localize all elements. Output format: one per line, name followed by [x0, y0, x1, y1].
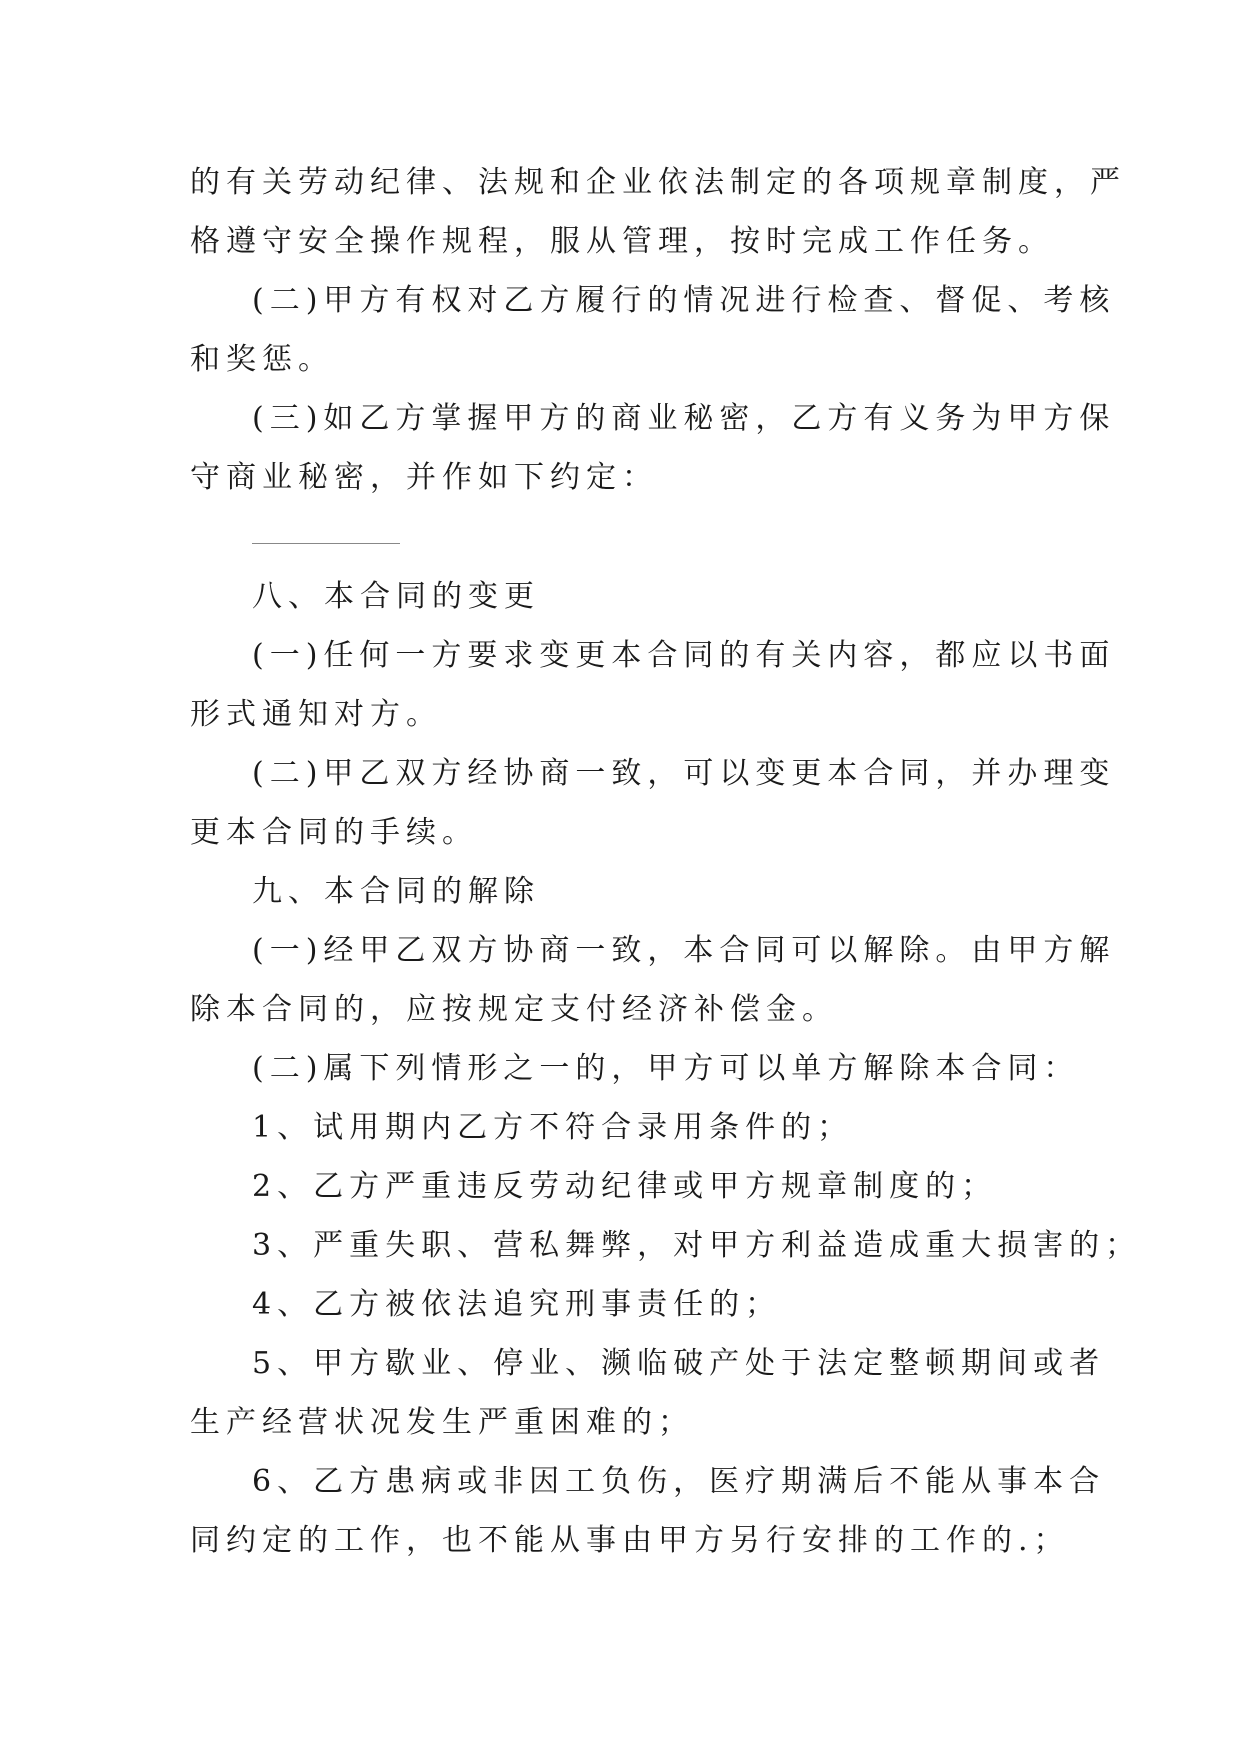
paragraph-line: (三)如乙方掌握甲方的商业秘密，乙方有义务为甲方保	[252, 401, 1116, 436]
list-item: 2、乙方严重违反劳动纪律或甲方规章制度的；	[252, 1169, 998, 1204]
list-item: 4、乙方被依法追究刑事责任的；	[252, 1287, 782, 1322]
list-item-continuation: 同约定的工作，也不能从事由甲方另行安排的工作的.；	[190, 1523, 1070, 1558]
section-heading: 九、本合同的解除	[252, 874, 540, 909]
paragraph-line: (二)属下列情形之一的，甲方可以单方解除本合同：	[252, 1051, 1080, 1086]
paragraph-line: 形式通知对方。	[190, 697, 442, 732]
list-item: 3、严重失职、营私舞弊，对甲方利益造成重大损害的；	[252, 1228, 1142, 1263]
paragraph-line: 守商业秘密，并作如下约定：	[190, 460, 658, 495]
blank-fill-line	[252, 543, 400, 544]
list-item: 6、乙方患病或非因工负伤，医疗期满后不能从事本合	[252, 1464, 1106, 1499]
paragraph-line: (二)甲乙双方经协商一致，可以变更本合同，并办理变	[252, 756, 1116, 791]
paragraph-line: 更本合同的手续。	[190, 815, 478, 850]
paragraph-line: 和奖惩。	[190, 342, 334, 377]
paragraph-line: (二)甲方有权对乙方履行的情况进行检查、督促、考核	[252, 283, 1116, 318]
section-heading: 八、本合同的变更	[252, 579, 540, 614]
paragraph-line: (一)任何一方要求变更本合同的有关内容，都应以书面	[252, 638, 1116, 673]
list-item-continuation: 生产经营状况发生严重困难的；	[190, 1405, 694, 1440]
paragraph-line: 的有关劳动纪律、法规和企业依法制定的各项规章制度，严	[190, 165, 1126, 200]
paragraph-line: 格遵守安全操作规程，服从管理，按时完成工作任务。	[190, 224, 1054, 259]
list-item: 5、甲方歇业、停业、濒临破产处于法定整顿期间或者	[252, 1346, 1106, 1381]
list-item: 1、试用期内乙方不符合录用条件的；	[252, 1110, 854, 1145]
paragraph-line: (一)经甲乙双方协商一致，本合同可以解除。由甲方解	[252, 933, 1116, 968]
paragraph-line: 除本合同的，应按规定支付经济补偿金。	[190, 992, 838, 1027]
